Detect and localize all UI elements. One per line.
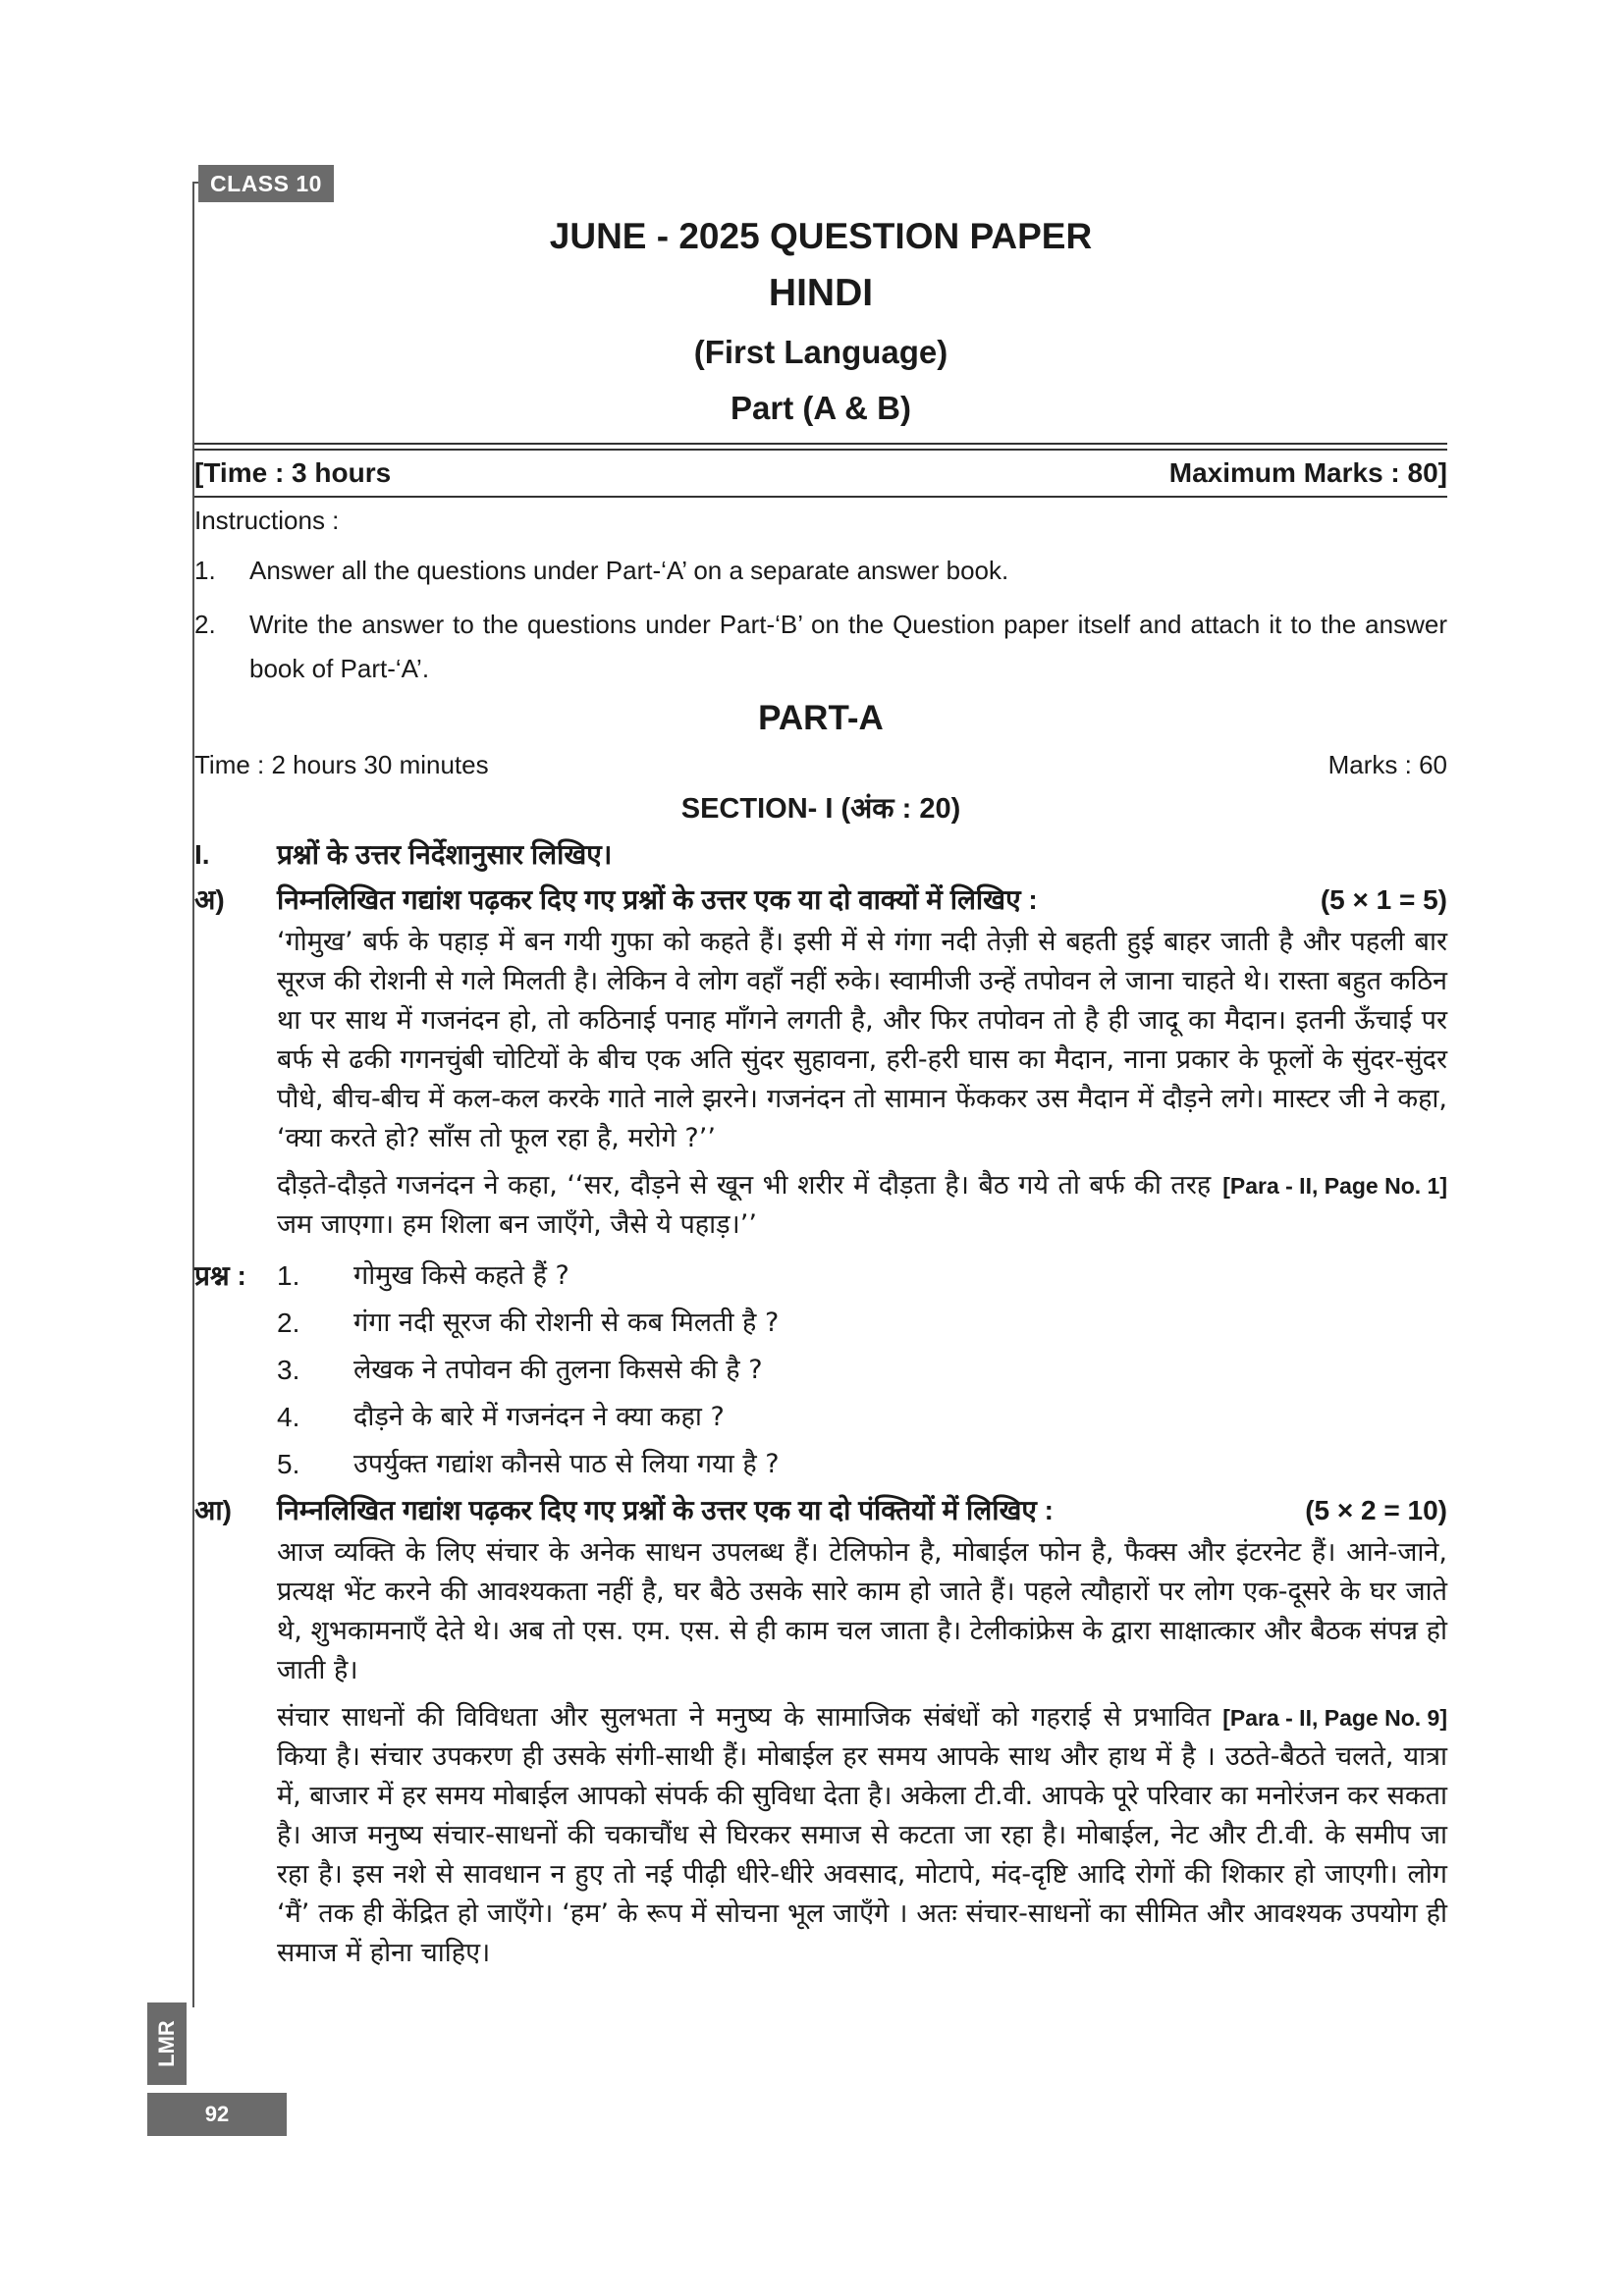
- question-label: I.: [194, 839, 210, 870]
- passage-paragraph-text: दौड़ते-दौड़ते गजनंदन ने कहा, ‘‘सर, दौड़ने से खून भी शरीर में दौड़ता है। बैठ गये तो बर्फ की तरह जम जाएगा। हम शिला बन जाएँगे, जैसे ये पहाड़।’’: [277, 1170, 1212, 1240]
- sub-question: [194, 1300, 1447, 1347]
- passage-aa: [277, 1533, 1447, 1973]
- sub-question-text: गोमुख किसे कहते हैं ?: [353, 1260, 569, 1291]
- question-text: निम्नलिखित गद्यांश पढ़कर दिए गए प्रश्नों के उत्तर एक या दो पंक्तियों में लिखिए :: [277, 1495, 1054, 1525]
- instruction-item: [194, 603, 1447, 691]
- paper-title: JUNE - 2025 QUESTION PAPER: [549, 216, 1093, 256]
- instructions-heading: Instructions :: [194, 506, 340, 535]
- time-label: [Time : 3 hours: [194, 457, 392, 488]
- question-label: आ): [194, 1495, 232, 1525]
- question-marks: (5 × 1 = 5): [1320, 884, 1447, 915]
- sub-question-number: 3.: [277, 1355, 300, 1385]
- question-label: अ): [194, 884, 225, 915]
- instruction-number: 2.: [194, 610, 216, 639]
- sub-question-text: उपर्युक्त गद्यांश कौनसे पाठ से लिया गया है ?: [353, 1449, 780, 1479]
- passage-paragraph-text: संचार साधनों की विविधता और सुलभता ने मनुष्य के सामाजिक संबंधों को गहराई से प्रभावित किया है। संचार उपकरण ही उसके संगी-साथी हैं। मोबाईल हर समय आपके साथ और हाथ में है । उठते-बैठते चलते, यात्रा में, बाजार में हर समय मोबाईल आपको संपर्क की सुविधा देता है। अकेला टी.वी. आपके पूरे परिवार का मनोरंजन कर सकता है। आज मनुष्य संचार-साधनों की चकाचौंध से घिरकर समाज से कटता जा रहा है। मोबाईल, नेट और टी.वी. के समीप जा रहा है। इस नशे से सावधान न हुए तो नई पीढ़ी धीरे-धीरे अवसाद, मोटापे, मंद-दृष्टि आदि रोगों की शिकार हो जाएगी। लोग ‘मैं’ तक ही केंद्रित हो जाएँगे। ‘हम’ के रूप में सोचना भूल जाएँगे । अतः संचार-साधनों का सीमित और आवश्यक उपयोग ही समाज में होना चाहिए।: [277, 1702, 1447, 1968]
- prashna-label: प्रश्न :: [194, 1260, 246, 1291]
- passage-paragraph: [277, 1698, 1447, 1973]
- sub-question: [194, 1253, 1447, 1300]
- double-rule: [194, 443, 1447, 451]
- part-a-time-row: [194, 744, 1447, 785]
- sub-question-text: दौड़ने के बारे में गजनंदन ने क्या कहा ?: [353, 1402, 725, 1432]
- part-a-time: Time : 2 hours 30 minutes: [194, 750, 489, 779]
- sub-question: [194, 1347, 1447, 1394]
- instruction-text: Write the answer to the questions under Part-‘B’ on the Question paper itself and attach it to the answer book of Part-‘A’.: [249, 610, 1447, 683]
- side-tab-label: LMR: [154, 2020, 179, 2067]
- passage-reference: [Para - II, Page No. 9]: [1222, 1705, 1447, 1731]
- question-marks: (5 × 2 = 10): [1305, 1495, 1447, 1525]
- sub-question-text: लेखक ने तपोवन की तुलना किससे की है ?: [353, 1355, 763, 1385]
- sub-question: [194, 1441, 1447, 1488]
- question-aa: [194, 1488, 1447, 1533]
- passage-paragraph: आज व्यक्ति के लिए संचार के अनेक साधन उपलब्ध हैं। टेलिफोन है, मोबाईल फोन है, फैक्स और इंटरनेट हैं। आने-जाने, प्रत्यक्ष भेंट करने की आवश्यकता नहीं है, घर बैठे उसके सारे काम हो जाते हैं। पहले त्यौहारों पर लोग एक-दूसरे के घर जाते थे, शुभकामनाएँ देते थे। अब तो एस. एम. एस. से ही काम चल जाता है। टेलीकांफ्रेस के द्वारा साक्षात्कार और बैठक संपन्न हो जाती है।: [277, 1537, 1447, 1685]
- meta-row: [194, 451, 1447, 496]
- class-tab: CLASS 10: [198, 165, 334, 202]
- subject-title: HINDI: [768, 272, 874, 314]
- instruction-text: Answer all the questions under Part-‘A’ on a separate answer book.: [249, 556, 1009, 585]
- sub-question-number: 1.: [277, 1260, 300, 1291]
- question-text: निम्नलिखित गद्यांश पढ़कर दिए गए प्रश्नों के उत्तर एक या दो वाक्यों में लिखिए :: [277, 884, 1038, 915]
- page-number: 92: [147, 2093, 287, 2136]
- sub-question-number: 5.: [277, 1449, 300, 1479]
- max-marks-label: Maximum Marks : 80]: [1168, 457, 1447, 488]
- page-content: [194, 211, 1447, 1981]
- instruction-number: 1.: [194, 556, 216, 585]
- question-text: प्रश्नों के उत्तर निर्देशानुसार लिखिए।: [277, 839, 613, 870]
- section-title: SECTION- I (अंक : 20): [680, 793, 961, 825]
- language-subtitle: (First Language): [693, 334, 948, 370]
- part-a-title: PART-A: [758, 699, 884, 737]
- passage-paragraph: ‘गोमुख’ बर्फ के पहाड़ में बन गयी गुफा को कहते हैं। इसी में से गंगा नदी तेज़ी से बहती हुई बाहर जाती है और पहली बार सूरज की रोशनी से गले मिलती है। लेकिन वे लोग वहाँ नहीं रुके। स्वामीजी उन्हें तपोवन ले जाना चाहते थे। रास्ता बहुत कठिन था पर साथ में गजनंदन हो, तो कठिनाई पनाह माँगने लगती है, और फिर तपोवन तो है ही जादू का मैदान। इतनी ऊँचाई पर बर्फ से ढकी गगनचुंबी चोटियों के बीच एक अति सुंदर सुहावना, हरी-हरी घास का मैदान, नाना प्रकार के फूलों के सुंदर-सुंदर पौधे, बीच-बीच में कल-कल करके गाते नाले झरने। गजनंदन तो सामान फेंककर उस मैदान में दौड़ने लगे। मास्टर जी ने कहा, ‘क्या करते हो? साँस तो फूल रहा है, मरोगे ?’’: [277, 927, 1447, 1153]
- sub-question-number: 4.: [277, 1402, 300, 1432]
- passage-paragraph: [277, 1166, 1447, 1245]
- passage-a: [277, 923, 1447, 1245]
- sub-question: [194, 1394, 1447, 1441]
- sub-question-text: गंगा नदी सूरज की रोशनी से कब मिलती है ?: [353, 1308, 780, 1338]
- sub-question-number: 2.: [277, 1308, 300, 1338]
- side-tab: [147, 2002, 187, 2085]
- part-a-marks: Marks : 60: [1327, 750, 1447, 779]
- question-a: [194, 878, 1447, 923]
- instruction-item: [194, 549, 1447, 593]
- part-subtitle: Part (A & B): [731, 390, 911, 426]
- passage-reference: [Para - II, Page No. 1]: [1222, 1173, 1447, 1199]
- question-i: [194, 832, 1447, 878]
